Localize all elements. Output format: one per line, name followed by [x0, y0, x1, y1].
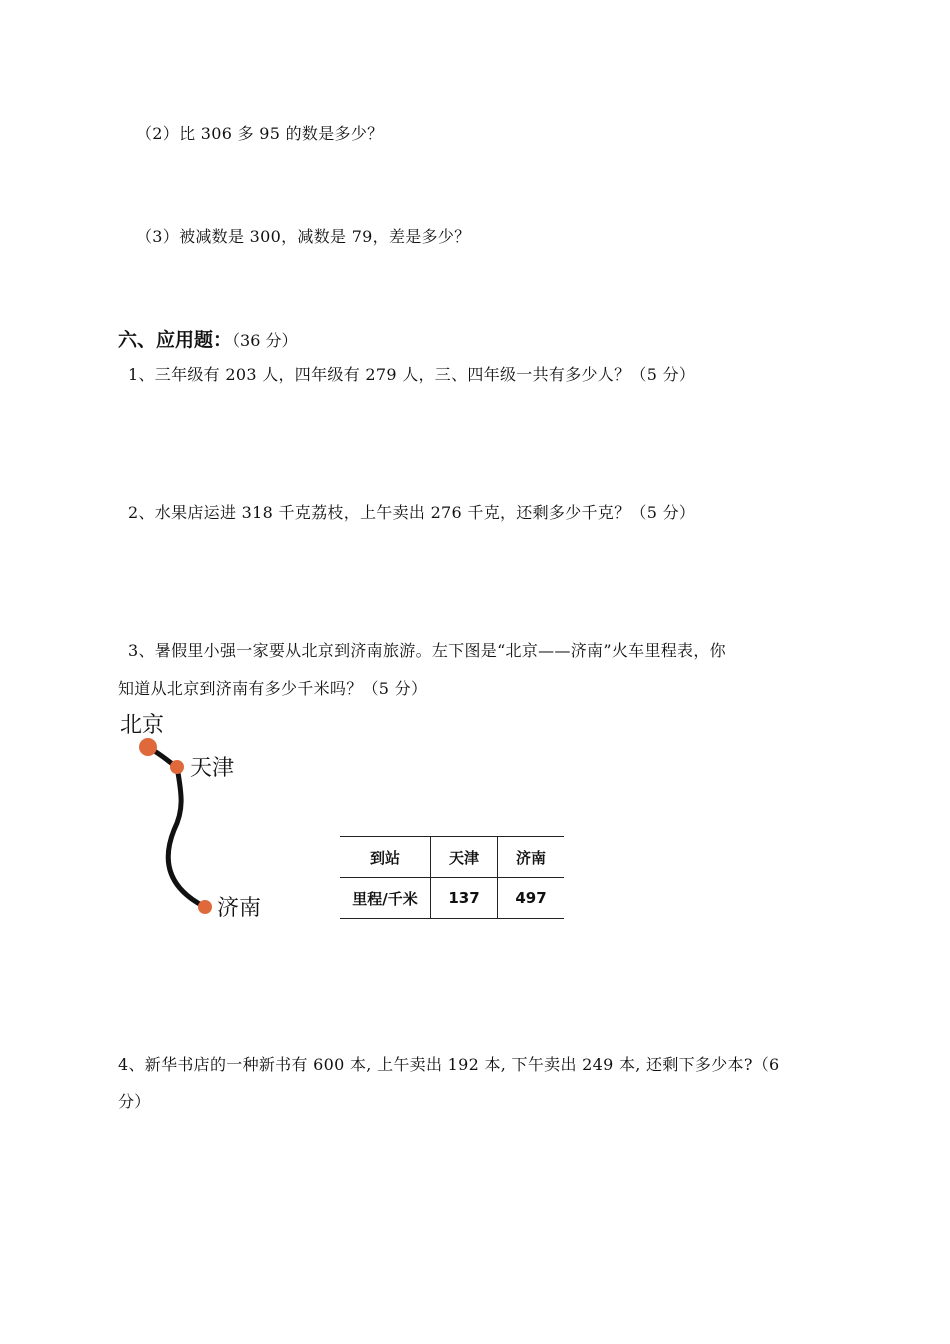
problem-4-line-2: 分）	[118, 1092, 151, 1111]
header-station: 到站	[340, 837, 431, 878]
problem-3-line-1: 3、暑假里小强一家要从北京到济南旅游。左下图是“北京——济南”火车里程表，你	[128, 641, 726, 660]
table-header-row	[340, 837, 564, 878]
tianjin-dot	[170, 760, 184, 774]
section-heading	[118, 325, 297, 352]
section-score: （36 分）	[232, 331, 298, 350]
problem-2: 2、水果店运进 318 千克荔枝，上午卖出 276 千克，还剩多少千克？（5 分）	[128, 503, 696, 522]
problem-1: 1、三年级有 203 人，四年级有 279 人，三、四年级一共有多少人？（5 分）	[128, 365, 696, 384]
table-row	[340, 878, 564, 919]
row-label-mileage: 里程/千米	[340, 878, 431, 919]
question-3: （3）被减数是 300，减数是 79，差是多少？	[136, 227, 471, 246]
value-tianjin: 137	[431, 878, 498, 919]
station-label-beijing: 北京	[120, 713, 165, 738]
section-title: 六、应用题：	[118, 329, 233, 351]
beijing-dot	[139, 738, 157, 756]
value-jinan: 497	[498, 878, 565, 919]
mileage-table	[340, 836, 564, 919]
station-label-jinan: 济南	[217, 896, 262, 921]
question-2: （2）比 306 多 95 的数是多少？	[136, 124, 384, 143]
header-tianjin: 天津	[431, 837, 498, 878]
problem-4-line-1: 4、新华书店的一种新书有 600 本, 上午卖出 192 本, 下午卖出 249 本, 还剩下多少本?（6	[118, 1055, 780, 1074]
station-label-tianjin: 天津	[190, 756, 235, 781]
header-jinan: 济南	[498, 837, 565, 878]
route-map	[110, 705, 290, 930]
jinan-dot	[198, 900, 212, 914]
problem-3-line-2: 知道从北京到济南有多少千米吗？（5 分）	[118, 679, 428, 698]
